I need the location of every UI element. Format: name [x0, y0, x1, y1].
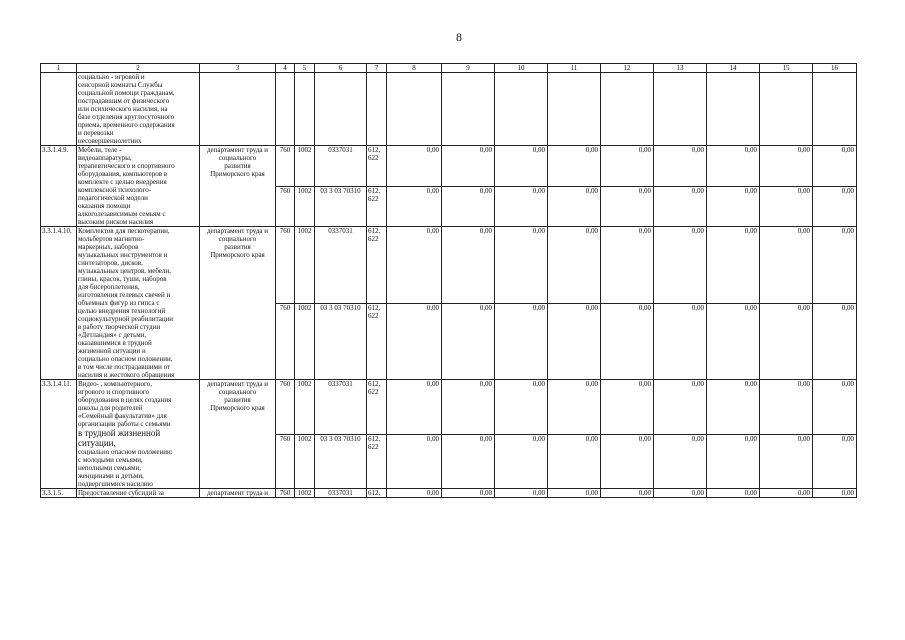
row-description	[77, 380, 200, 489]
description-line: изготовления гелевых свечей и	[78, 291, 171, 299]
empty-cell	[276, 73, 295, 146]
grbs-code: 760	[276, 380, 295, 435]
expense-type: 612,	[367, 489, 387, 498]
description-line: или психического насилия, на	[78, 105, 168, 113]
description-line: «Семейный факультатив» для	[78, 412, 167, 420]
amount-cell: 0,00	[442, 489, 495, 498]
department-line: развития	[224, 243, 251, 251]
description-line: объемных фигур из гипса с	[78, 299, 160, 307]
target-article: 03 3 03 70310	[315, 186, 367, 227]
amount-cell: 0,00	[548, 146, 601, 187]
column-header: 11	[548, 64, 601, 73]
expense-type-line: 612,	[368, 146, 381, 154]
description-line: социально - игровой и	[78, 73, 145, 81]
description-line: социальной помощи гражданам,	[78, 89, 175, 97]
empty-cell	[367, 73, 387, 146]
description-line: оборудования в целях создания	[78, 396, 172, 404]
row-code: 3.3.1.4.11.	[41, 380, 77, 489]
target-article: 03 3 03 70310	[315, 434, 367, 489]
description-line: и перевозки	[78, 129, 114, 137]
row-description	[77, 146, 200, 227]
amount-cell: 0,00	[495, 489, 548, 498]
description-line: оказавшимися в трудной	[78, 339, 152, 347]
empty-cell	[760, 73, 813, 146]
amount-cell: 0,00	[707, 489, 760, 498]
description-line: несовершеннолетних	[78, 137, 142, 145]
description-line: мольбертов магнитно-	[78, 235, 145, 243]
description-line: школы для родителей	[78, 404, 143, 412]
description-line: в трудной жизненной ситуации,	[78, 428, 161, 448]
description-line: организации работы с семьями	[78, 420, 171, 428]
empty-cell	[601, 73, 654, 146]
description-line: в работу творческой студии	[78, 323, 161, 331]
column-header: 15	[760, 64, 813, 73]
expense-type-line: 612,	[368, 227, 381, 235]
amount-cell: 0,00	[548, 303, 601, 380]
description-line: игрового и спортивного	[78, 388, 150, 396]
amount-cell: 0,00	[707, 186, 760, 227]
department	[200, 146, 276, 227]
column-header: 5	[295, 64, 315, 73]
amount-cell: 0,00	[813, 303, 857, 380]
grbs-code: 760	[276, 303, 295, 380]
column-header: 4	[276, 64, 295, 73]
department-line: департамент труда и	[206, 227, 269, 235]
expense-type-line: 622	[368, 388, 379, 396]
description-line: в том числе пострадавшими от	[78, 363, 171, 371]
department	[200, 380, 276, 489]
amount-cell: 0,00	[495, 146, 548, 187]
empty-cell	[442, 73, 495, 146]
amount-cell: 0,00	[548, 434, 601, 489]
amount-cell: 0,00	[654, 303, 707, 380]
amount-cell: 0,00	[387, 227, 442, 304]
description-line: «Детландия» с детьми,	[78, 331, 147, 339]
description-line: жизненной ситуации и	[78, 347, 146, 355]
grbs-code: 760	[276, 489, 295, 498]
section-code: 1002	[295, 186, 315, 227]
row-code-cell	[41, 73, 77, 146]
description-line: алкоголезависимым семьям с	[78, 210, 166, 218]
amount-cell: 0,00	[442, 303, 495, 380]
description-line: с молодыми семьями,	[78, 456, 143, 464]
amount-cell: 0,00	[495, 380, 548, 435]
department-line: социального	[218, 154, 257, 162]
description-line: оборудования, компьютеров в	[78, 170, 168, 178]
amount-cell: 0,00	[707, 227, 760, 304]
amount-cell: 0,00	[548, 186, 601, 227]
amount-cell: 0,00	[813, 489, 857, 498]
empty-cell	[813, 73, 857, 146]
expense-type-line: 622	[368, 311, 379, 320]
department-line: Приморского края	[210, 251, 265, 259]
expense-type	[367, 434, 387, 489]
section-code: 1002	[295, 489, 315, 498]
grbs-code: 760	[276, 434, 295, 489]
budget-table	[40, 63, 857, 498]
grbs-code: 760	[276, 186, 295, 227]
description-line: социально опасном положении,	[78, 355, 173, 363]
column-header: 1	[41, 64, 77, 73]
amount-cell: 0,00	[760, 146, 813, 187]
description-line: глины, красок, туши, наборов	[78, 275, 167, 283]
column-header: 14	[707, 64, 760, 73]
amount-cell: 0,00	[654, 146, 707, 187]
description-line: музыкальных центров, мебели,	[78, 267, 171, 275]
page-number: 8	[456, 30, 462, 44]
column-header: 12	[601, 64, 654, 73]
empty-cell	[387, 73, 442, 146]
row-description	[77, 227, 200, 380]
expense-type-line: 612,	[368, 303, 381, 312]
target-article: 0337031	[315, 489, 367, 498]
amount-cell: 0,00	[760, 380, 813, 435]
amount-cell: 0,00	[813, 186, 857, 227]
amount-cell: 0,00	[654, 186, 707, 227]
amount-cell: 0,00	[548, 227, 601, 304]
column-header: 6	[315, 64, 367, 73]
amount-cell: 0,00	[813, 146, 857, 187]
amount-cell: 0,00	[495, 227, 548, 304]
target-article: 0337031	[315, 146, 367, 187]
expense-type-line: 612,	[368, 186, 381, 195]
department-line: Приморского края	[210, 170, 265, 178]
section-code: 1002	[295, 380, 315, 435]
grbs-code: 760	[276, 227, 295, 304]
target-article: 0337031	[315, 227, 367, 304]
grbs-code: 760	[276, 146, 295, 187]
column-header: 16	[813, 64, 857, 73]
amount-cell: 0,00	[813, 380, 857, 435]
department-line: развития	[224, 162, 251, 170]
amount-cell: 0,00	[654, 434, 707, 489]
row-description: Предоставление субсидий за	[77, 489, 200, 498]
empty-cell	[654, 73, 707, 146]
description-line: социокультурной реабилитации	[78, 315, 174, 323]
expense-type-line: 622	[368, 442, 379, 451]
amount-cell: 0,00	[442, 434, 495, 489]
amount-cell: 0,00	[760, 227, 813, 304]
empty-cell	[495, 73, 548, 146]
column-header: 8	[387, 64, 442, 73]
amount-cell: 0,00	[387, 146, 442, 187]
description-line: комплекте с целью внедрения	[78, 178, 167, 186]
description-line: пострадавшим от физического	[78, 97, 170, 105]
amount-cell: 0,00	[442, 380, 495, 435]
amount-cell: 0,00	[442, 186, 495, 227]
empty-cell	[200, 73, 276, 146]
expense-type	[367, 303, 387, 380]
section-code: 1002	[295, 303, 315, 380]
description-line: терапевтического и спортивного	[78, 162, 175, 170]
amount-cell: 0,00	[601, 186, 654, 227]
row-description	[77, 73, 200, 146]
amount-cell: 0,00	[707, 434, 760, 489]
department: департамент труда и	[200, 489, 276, 498]
amount-cell: 0,00	[654, 380, 707, 435]
column-header: 10	[495, 64, 548, 73]
amount-cell: 0,00	[495, 303, 548, 380]
expense-type	[367, 186, 387, 227]
column-header: 7	[367, 64, 387, 73]
amount-cell: 0,00	[548, 380, 601, 435]
description-line: комплексной психолого-	[78, 186, 152, 194]
description-line: целью внедрения технологий	[78, 307, 166, 315]
description-line: высоким риском насилия	[78, 218, 154, 226]
description-line: педагогической модели	[78, 194, 148, 202]
column-header: 2	[77, 64, 200, 73]
amount-cell: 0,00	[387, 434, 442, 489]
section-code: 1002	[295, 434, 315, 489]
amount-cell: 0,00	[387, 303, 442, 380]
expense-type-line: 612,	[368, 380, 381, 388]
department-line: департамент труда и	[206, 146, 269, 154]
description-line: базе отделения круглосуточного	[78, 113, 175, 121]
amount-cell: 0,00	[601, 434, 654, 489]
amount-cell: 0,00	[760, 303, 813, 380]
description-line: видеоаппаратуры,	[78, 154, 132, 162]
description-line: неполными семьями,	[78, 464, 141, 472]
amount-cell: 0,00	[601, 227, 654, 304]
empty-cell	[548, 73, 601, 146]
column-header: 9	[442, 64, 495, 73]
amount-cell: 0,00	[495, 434, 548, 489]
amount-cell: 0,00	[442, 227, 495, 304]
amount-cell: 0,00	[707, 146, 760, 187]
description-line: женщинами и детьми,	[78, 472, 144, 480]
row-code: 3.3.1.5.	[41, 489, 77, 498]
column-header: 3	[200, 64, 276, 73]
row-code: 3.3.1.4.10.	[41, 227, 77, 380]
department-line: Приморского края	[210, 404, 265, 412]
expense-type	[367, 146, 387, 187]
description-line: сенсорной комнаты Службы	[78, 81, 163, 89]
target-article: 03 3 03 70310	[315, 303, 367, 380]
target-article: 0337031	[315, 380, 367, 435]
section-code: 1002	[295, 227, 315, 304]
description-line: синтезаторов, дисков,	[78, 259, 143, 267]
description-line: Мебели, теле -	[78, 146, 122, 154]
department-line: социального	[218, 388, 257, 396]
description-line: социально опасном положении:	[78, 448, 173, 456]
amount-cell: 0,00	[654, 227, 707, 304]
row-code: 3.3.1.4.9.	[41, 146, 77, 227]
department-line: социального	[218, 235, 257, 243]
amount-cell: 0,00	[495, 186, 548, 227]
expense-type-line: 622	[368, 154, 379, 162]
amount-cell: 0,00	[387, 489, 442, 498]
description-line: для бисероплетения,	[78, 283, 140, 291]
amount-cell: 0,00	[387, 380, 442, 435]
description-line: подвергшимися насилию	[78, 480, 153, 488]
amount-cell: 0,00	[601, 303, 654, 380]
amount-cell: 0,00	[548, 489, 601, 498]
column-header: 13	[654, 64, 707, 73]
amount-cell: 0,00	[601, 489, 654, 498]
expense-type-line: 622	[368, 235, 379, 243]
empty-cell	[707, 73, 760, 146]
expense-type	[367, 227, 387, 304]
expense-type-line: 612,	[368, 434, 381, 443]
amount-cell: 0,00	[654, 489, 707, 498]
amount-cell: 0,00	[442, 146, 495, 187]
empty-cell	[295, 73, 315, 146]
description-line: оказания помощи	[78, 202, 131, 210]
amount-cell: 0,00	[813, 434, 857, 489]
description-line: приема, временного содержания	[78, 121, 175, 129]
department-line: департамент труда и	[206, 380, 269, 388]
expense-type-line: 622	[368, 194, 379, 203]
empty-cell	[315, 73, 367, 146]
amount-cell: 0,00	[601, 146, 654, 187]
amount-cell: 0,00	[813, 227, 857, 304]
amount-cell: 0,00	[760, 489, 813, 498]
expense-type	[367, 380, 387, 435]
amount-cell: 0,00	[707, 303, 760, 380]
amount-cell: 0,00	[601, 380, 654, 435]
description-line: музыкальных инструментов и	[78, 251, 168, 259]
department-line: развития	[224, 396, 251, 404]
amount-cell: 0,00	[387, 186, 442, 227]
department	[200, 227, 276, 380]
amount-cell: 0,00	[707, 380, 760, 435]
amount-cell: 0,00	[760, 186, 813, 227]
description-line: маркерных, наборов	[78, 243, 139, 251]
description-line: Видео- , компьютерного,	[78, 380, 152, 388]
section-code: 1002	[295, 146, 315, 187]
description-line: насилия и жестокого обращения	[78, 371, 175, 379]
description-line: Комплектов для пескотерапии,	[78, 227, 170, 235]
amount-cell: 0,00	[760, 434, 813, 489]
